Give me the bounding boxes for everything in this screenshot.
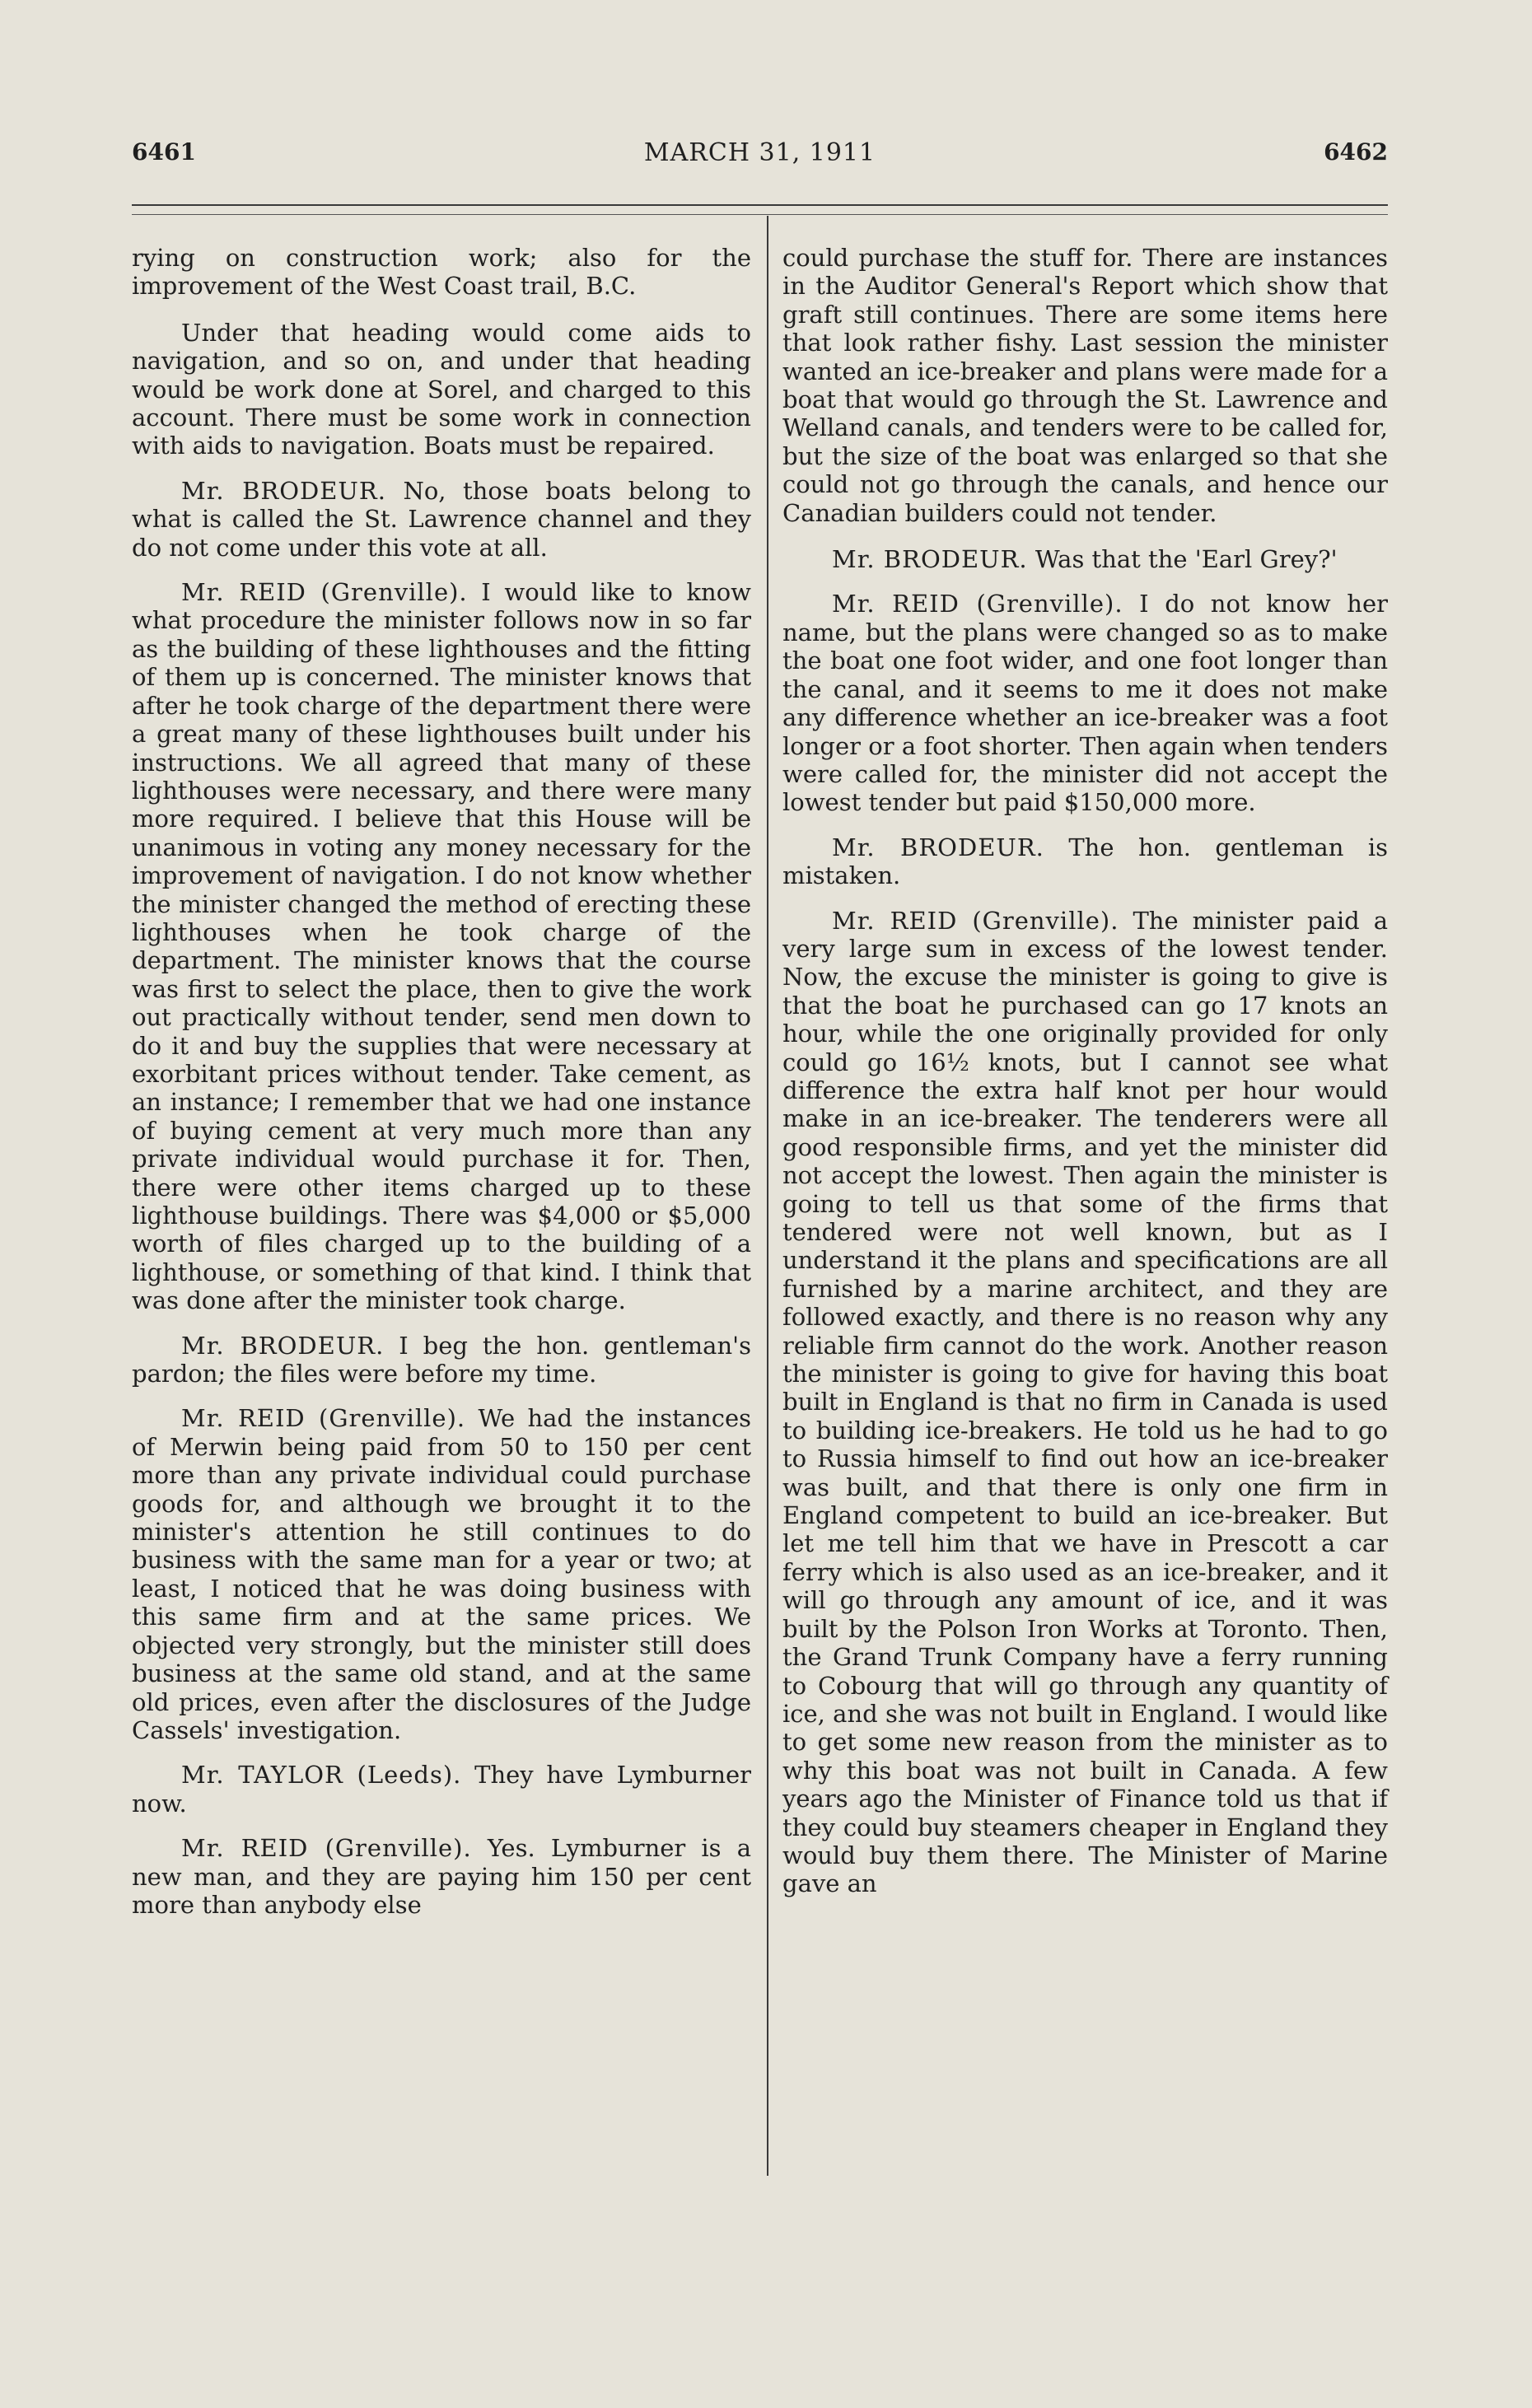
page-date: MARCH 31, 1911 (643, 138, 876, 167)
paragraph (782, 833, 1388, 890)
paragraph-text: could purchase the stuff for. There are instances in the Auditor General's Report which show that graft still continues. There are some items here that look rather fishy. Last session the minister wanted an ice-breaker and plans were made for a boat that would go through the St. Lawrence and Welland canals, and tenders were to be called for, but the size of the boat was enlarged so that she could not go through the canals, and hence our Canadian builders could not tender. (782, 244, 1388, 527)
paragraph-text: Was that the 'Earl Grey?' (1035, 545, 1338, 574)
paragraph (132, 477, 751, 562)
speaker-name: Mr. BRODEUR. (181, 1331, 385, 1360)
paragraph (132, 1834, 751, 1919)
paragraph (782, 244, 1388, 527)
paragraph-text: They have Lymburner now. (132, 1761, 752, 1818)
paragraph (132, 578, 751, 1315)
speaker-name: Mr. REID (Grenville). (832, 906, 1119, 935)
paragraph-text: The minister paid a very large sum in excess of the lowest tender. Now, the excuse the minister is going to give is that the boat he purchased can go 17 knots an hour, while the one originally provided for only could go 16½ knots, but I cannot see what difference the extra half knot per hour would make in an ice-breaker. The tenderers were all good responsible firms, and yet the minister did not accept the lowest. Then again the minister is going to tell us that some of the firms that tendered were not well known, but as I understand it the plans and specifications are all furnished by a marine architect, and they are followed exactly, and there is no reason why any reliable firm cannot do the work. Another reason the minister is going to give for having this boat built in England is that no firm in Canada is used to building ice-breakers. He told us he had to go to Russia himself to find out how an ice-breaker was built, and that there is only one firm in England competent to build an ice-breaker. But let me tell him that we have in Prescott a car ferry which is also used as an ice-breaker, and it will go through any amount of ice, and it was built by the Polson Iron Works at Toronto. Then, the Grand Trunk Company have a ferry running to Cobourg that will go through any quantity of ice, and she was not built in England. I would like to get some new reason from the minister as to why this boat was not built in Canada. A few years ago the Minister of Finance told us that if they could buy steamers cheaper in England they would buy them there. The Minister of Marine gave an (782, 906, 1388, 1898)
speaker-name: Mr. BRODEUR. (832, 545, 1028, 574)
page-number-left: 6461 (132, 138, 196, 166)
speaker-name: Mr. REID (Grenville). (832, 590, 1123, 618)
page-number-right: 6462 (1324, 138, 1388, 166)
paragraph (132, 1332, 751, 1388)
left-column (132, 244, 751, 1935)
header-rule (132, 204, 1388, 206)
speaker-name: Mr. BRODEUR. (832, 833, 1044, 861)
column-divider (767, 216, 768, 2176)
paragraph (782, 590, 1388, 816)
paragraph-text: No, those boats belong to what is called the St. Lawrence channel and they do not come under this vote at all. (132, 476, 751, 562)
paragraph (782, 545, 1388, 573)
paragraph-text: Yes. Lymburner is a new man, and they are paying him 150 per cent more than anybody else (132, 1834, 751, 1919)
speaker-name: Mr. REID (Grenville). (181, 1404, 466, 1433)
speaker-name: Mr. REID (Grenville). (181, 1834, 472, 1863)
header-rule-thin (132, 214, 1388, 215)
paragraph-text: We had the instances of Merwin being paid from 50 to 150 per cent more than any private individual could purchase goods for, and although we brought it to the minister's attention he still continues to do business with the same man for a year or two; at least, I noticed that he was doing business with this same firm and at the same prices. We objected very strongly, but the minister still does business at the same old stand, and at the same old prices, even after the disclosures of the Judge Cassels' investigation. (132, 1404, 752, 1744)
paragraph (782, 907, 1388, 1898)
paragraph (132, 1404, 751, 1744)
right-column (782, 244, 1388, 1915)
paragraph-text: I do not know her name, but the plans were changed so as to make the boat one foot wider, and one foot longer than the canal, and it seems to me it does not make any difference whether an ice-breaker was a foot longer or a foot shorter. Then again when tenders were called for, the minister did not accept the lowest tender but paid $150,000 more. (782, 590, 1388, 817)
page-header (132, 138, 1388, 171)
paragraph (132, 1761, 751, 1818)
speaker-name: Mr. BRODEUR. (181, 476, 386, 505)
paragraph (132, 319, 751, 460)
paragraph-text: Under that heading would come aids to navigation, and so on, and under that heading would be work done at Sorel, and charged to this account. There must be some work in connection with aids to navigation. Boats must be repaired. (132, 318, 751, 460)
paragraph (132, 244, 751, 301)
paragraph-text: I would like to know what procedure the minister follows now in so far as the building of these lighthouses and the fitting of them up is concerned. The minister knows that after he took charge of the department there were a great many of these lighthouses built under his instructions. We all agreed that many of these lighthouses were necessary, and there were many more required. I believe that this House will be unanimous in voting any money necessary for the improvement of navigation. I do not know whether the minister changed the method of erecting these lighthouses when he took charge of the department. The minister knows that the course was first to select the place, then to give the work out practically without tender, send men down to do it and buy the supplies that were necessary at exorbitant prices without tender. Take cement, as an instance; I remember that we had one instance of buying cement at very much more than any private individual would purchase it for. Then, there were other items charged up to these lighthouse buildings. There was $4,000 or $5,000 worth of files charged up to the building of a lighthouse, or something of that kind. I think that was done after the minister took charge. (132, 578, 752, 1315)
speaker-name: Mr. REID (Grenville). (181, 578, 468, 607)
paragraph-text: The hon. gentleman is mistaken. (782, 833, 1388, 890)
speaker-name: Mr. TAYLOR (Leeds). (181, 1761, 462, 1790)
paragraph-text: rying on construction work; also for the improvement of the West Coast trail, B.C. (132, 244, 751, 301)
paragraph-text: I beg the hon. gentleman's pardon; the files were before my time. (132, 1331, 751, 1388)
